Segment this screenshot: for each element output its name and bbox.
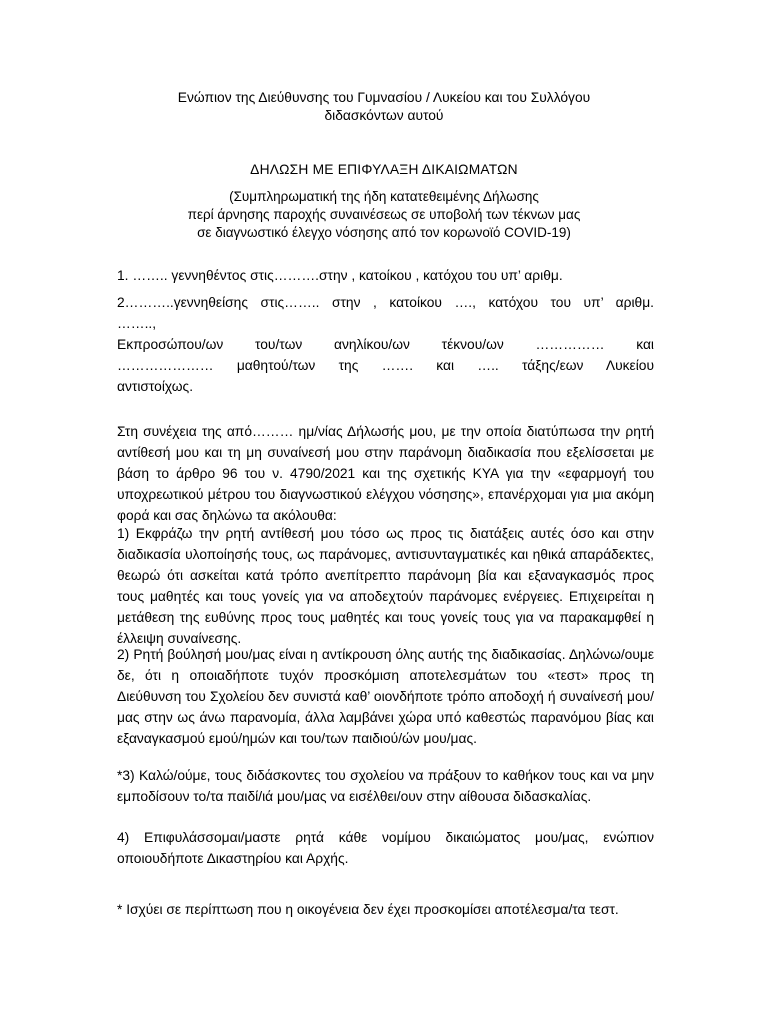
statement-item-2: 2) Ρητή βούλησή μου/μας είναι η αντίκρουση όλης αυτής της διαδικασίας. Δηλώνω/ουμε δε, ότι η οποιαδήποτε τυχόν προσκόμιση αποτελεσμάτων του «τεστ» προς τη Διεύθυνση του Σχολείου δεν συνιστά καθ’ οιονδήποτε τρόπο αποδοχή ή συναίνεσή μου/μας στην ως άνω παρανομία, άλλα λαμβάνει χώρα υπό καθεστώς παρανόμου βίας και εξαναγκασμού εμού/ημών και του/των παιδιού/ών μου/μας. xyxy=(117,647,654,746)
declarant-2-line-3: Εκπροσώπου/ων του/των ανηλίκου/ων τέκνου/ων …………… και xyxy=(117,337,654,352)
declarant-2 xyxy=(117,292,654,397)
declarant-1: 1. …….. γεννηθέντος στις……….στην , κατοίκου , κατόχου του υπ’ αριθμ. xyxy=(117,268,563,283)
footnote: * Ισχύει σε περίπτωση που η οικογένεια δεν έχει προσκομίσει αποτέλεσμα/τα τεστ. xyxy=(117,902,619,917)
declarant-2-line-4: ………………… μαθητού/των της ……. και ….. τάξης/εων Λυκείου xyxy=(117,358,654,373)
subtitle-line-2: περί άρνησης παροχής συναινέσεως σε υποβολή των τέκνων μας xyxy=(187,207,581,222)
statement-item-4: 4) Επιφυλάσσομαι/μαστε ρητά κάθε νομίμου δικαιώματος μου/μας, ενώπιον οποιουδήποτε Δικαστηρίου και Αρχής. xyxy=(117,830,654,866)
addressee-header xyxy=(100,89,668,125)
statement-item-3: *3) Καλώ/ούμε, τους διδάσκοντες του σχολείου να πράξουν το καθήκον τους και να μην εμποδίσουν το/τα παιδί/ιά μου/μας να εισέλθει/ουν στην αίθουσα διδασκαλίας. xyxy=(117,768,654,804)
header-line-1: Ενώπιον της Διεύθυνσης του Γυμνασίου / Λυκείου και του Συλλόγου xyxy=(177,90,591,105)
intro-paragraph: Στη συνέχεια της από……… ημ/νίας Δήλωσής μου, με την οποία διατύπωσα την ρητή αντίθεσή μου και τη μη συναίνεσή μου στην παράνομη διαδικασία που εξελίσσεται με βάση το άρθρο 96 του ν. 4790/2021 και της σχετικής ΚΥΑ για την «εφαρμογή του υποχρεωτικού μέτρου του διαγνωστικού ελέγχου νόσησης», επανέρχομαι για μια ακόμη φορά και σας δηλώνω τα ακόλουθα: xyxy=(117,424,654,523)
header-line-2: διδασκόντων αυτού xyxy=(324,108,444,123)
declarant-2-line-2: …….., xyxy=(117,316,157,331)
document-title: ΔΗΛΩΣΗ ΜΕ ΕΠΙΦΥΛΑΞΗ ΔΙΚΑΙΩΜΑΤΩΝ xyxy=(250,162,518,177)
subtitle-line-1: (Συμπληρωματική της ήδη κατατεθειμένης Δήλωσης xyxy=(229,189,539,204)
subtitle-line-3: σε διαγνωστικό έλεγχο νόσησης από τον κορωνοϊό COVID-19) xyxy=(197,225,571,240)
statement-item-1: 1) Εκφράζω την ρητή αντίθεσή μου τόσο ως προς τις διατάξεις αυτές όσο και στην διαδικασία υλοποίησής τους, ως παράνομες, αντισυνταγματικές και ηθικά απαράδεκτες, θεωρώ ότι ασκείται κατά τρόπο ανεπίτρεπτο παράνομη βία και εξαναγκασμός προς τους μαθητές και τους γονείς για να αποδεχτούν παράνομες ενέργειες. Επιχειρείται η μετάθεση της ευθύνης προς τους μαθητές και τους γονείς τους για να παρακαμφθεί η έλλειψη συναίνεσης. xyxy=(117,526,654,646)
declarant-2-line-5: αντιστοίχως. xyxy=(117,379,194,394)
declarant-2-line-1: 2………..γεννηθείσης στις…….. στην , κατοίκου …., κατόχου του υπ’ αριθμ. xyxy=(117,295,654,310)
document-subtitle xyxy=(100,188,668,242)
